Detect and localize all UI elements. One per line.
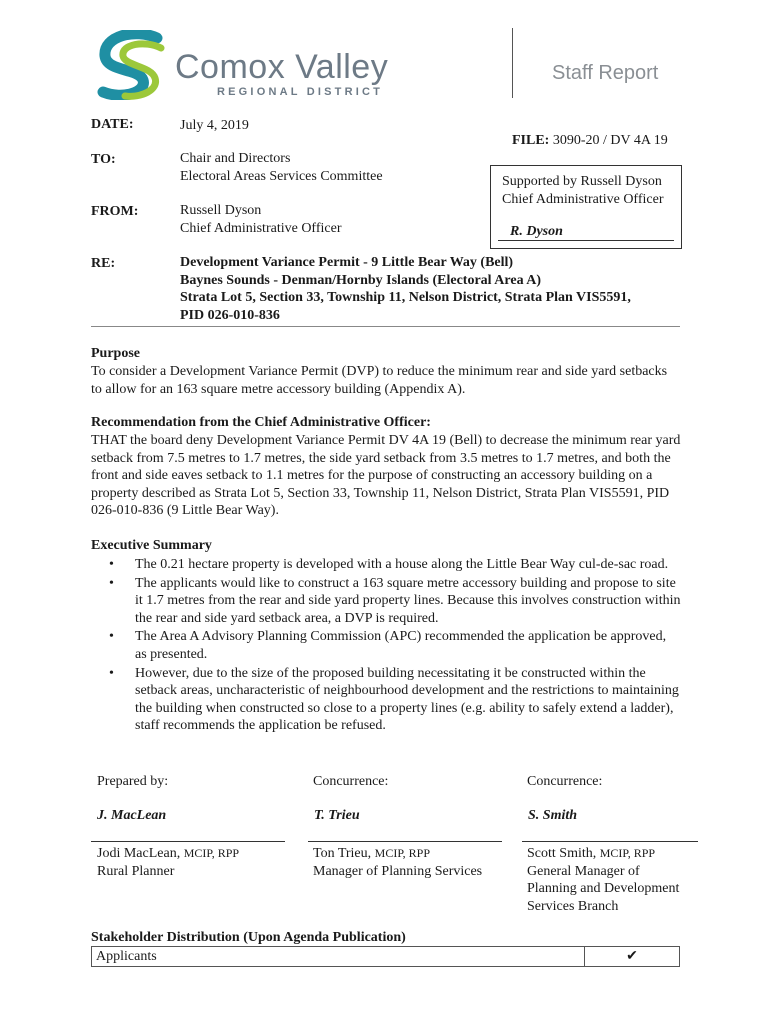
file-value: 3090-20 / DV 4A 19 xyxy=(552,133,668,148)
header-divider xyxy=(512,28,513,98)
re-line: PID 026-010-836 xyxy=(180,307,280,323)
to-line: Chair and Directors xyxy=(180,151,291,166)
checkmark-icon: ✔ xyxy=(585,947,680,967)
org-subtitle: REGIONAL DISTRICT xyxy=(217,86,384,98)
recommendation-text: THAT the board deny Development Variance Permit DV 4A 19 (Bell) to decrease the minimum rear yard setback from 7.5 metres to 1.7 metres, the side yard setback from 3.5 metres to 1.7 metres, and both the front and side eaves setback to 1.1 metres for the purpose of constructing an accessory building on a property described as Strata Lot 5, Section 33, Township 11, Nelson District, Strata Plan VIS5591, PID 026-010-836 (9 Little Bear Way). xyxy=(91,433,681,519)
distribution-name: Applicants xyxy=(92,947,585,967)
signoff-name-line xyxy=(97,845,239,863)
table-row xyxy=(92,947,680,967)
file-label: FILE: xyxy=(512,133,550,148)
to-label: TO: xyxy=(91,152,116,167)
from-label: FROM: xyxy=(91,204,139,219)
summary-bullet: • However, due to the size of the proposed building necessitating it be constructed within the setback areas, uncharacteristic of neighbourhood development and the restrictions to maintaining the building when constructed so close to a property lines (e.g. ability to safely extend a ladder), staff recommends the application be refused. xyxy=(135,665,681,735)
summary-bullet: • The applicants would like to construct a 163 square metre accessory building and propose to site it 1.7 metres from the rear and side yard property lines. Because this involves construction within the rear and side yard setback area, a DVP is required. xyxy=(135,575,681,628)
signoff-block xyxy=(97,845,239,880)
summary-bullet: • The 0.21 hectare property is developed with a house along the Little Bear Way cul-de-sac road. xyxy=(135,556,681,574)
distribution-heading: Stakeholder Distribution (Upon Agenda Publication) xyxy=(91,930,406,945)
from-value xyxy=(180,202,341,237)
re-label: RE: xyxy=(91,256,116,271)
support-line: Chief Administrative Officer xyxy=(502,191,664,207)
signoff-block xyxy=(313,845,482,880)
purpose-heading: Purpose xyxy=(91,346,140,361)
signoff-title: Rural Planner xyxy=(97,863,175,879)
cao-signature: R. Dyson xyxy=(510,224,563,239)
signoff-name-line xyxy=(313,845,482,863)
section-divider xyxy=(91,326,680,327)
executive-summary-heading: Executive Summary xyxy=(91,538,212,553)
to-value xyxy=(180,150,383,185)
recommendation-heading: Recommendation from the Chief Administrative Officer: xyxy=(91,415,431,430)
signoff-heading: Prepared by: xyxy=(97,774,169,789)
signoff-signature: T. Trieu xyxy=(314,808,360,823)
executive-summary-list xyxy=(91,556,681,736)
signoff-title: Planning and Development xyxy=(527,881,680,896)
re-line: Baynes Sounds - Denman/Hornby Islands (Electoral Area A) xyxy=(180,272,542,288)
from-line: Russell Dyson xyxy=(180,203,262,218)
signoff-title: Manager of Planning Services xyxy=(313,863,483,879)
support-text xyxy=(502,173,663,208)
signoff-credentials: MCIP, RPP xyxy=(599,846,656,860)
signoff-title: Services Branch xyxy=(527,898,619,914)
from-line: Chief Administrative Officer xyxy=(180,220,342,236)
summary-bullet: • The Area A Advisory Planning Commission (APC) recommended the application be approved, as presented. xyxy=(135,628,681,663)
signoff-credentials: MCIP, RPP xyxy=(374,846,431,860)
signoff-credentials: MCIP, RPP xyxy=(183,846,240,860)
org-name: Comox Valley xyxy=(175,48,389,86)
to-line: Electoral Areas Services Committee xyxy=(180,168,383,184)
signoff-title: General Manager of xyxy=(527,863,640,879)
signoff-heading: Concurrence: xyxy=(527,774,603,789)
date-label: DATE: xyxy=(91,117,134,132)
signature-line xyxy=(308,841,502,842)
report-type: Staff Report xyxy=(552,62,659,84)
signoff-signature: J. MacLean xyxy=(97,808,167,823)
signature-line xyxy=(522,841,698,842)
re-line: Strata Lot 5, Section 33, Township 11, Nelson District, Strata Plan VIS5591, xyxy=(180,290,631,305)
signoff-heading: Concurrence: xyxy=(313,774,389,789)
signoff-name: Scott Smith, xyxy=(527,846,597,861)
re-line: Development Variance Permit - 9 Little Bear Way (Bell) xyxy=(180,255,514,270)
date-value: July 4, 2019 xyxy=(180,118,249,133)
signoff-name: Jodi MacLean, xyxy=(97,846,181,861)
support-line: Supported by Russell Dyson xyxy=(502,174,662,189)
distribution-table xyxy=(91,946,680,967)
signoff-name-line xyxy=(527,845,679,863)
file-number xyxy=(512,133,668,149)
purpose-text: To consider a Development Variance Permit (DVP) to reduce the minimum rear and side yard setbacks to allow for an 163 square metre accessory building (Appendix A). xyxy=(91,364,668,397)
signoff-name: Ton Trieu, xyxy=(313,846,372,861)
cao-signature-line xyxy=(498,240,674,241)
signoff-signature: S. Smith xyxy=(528,808,578,823)
re-value xyxy=(180,254,631,324)
signature-line xyxy=(91,841,285,842)
signoff-block xyxy=(527,845,679,915)
